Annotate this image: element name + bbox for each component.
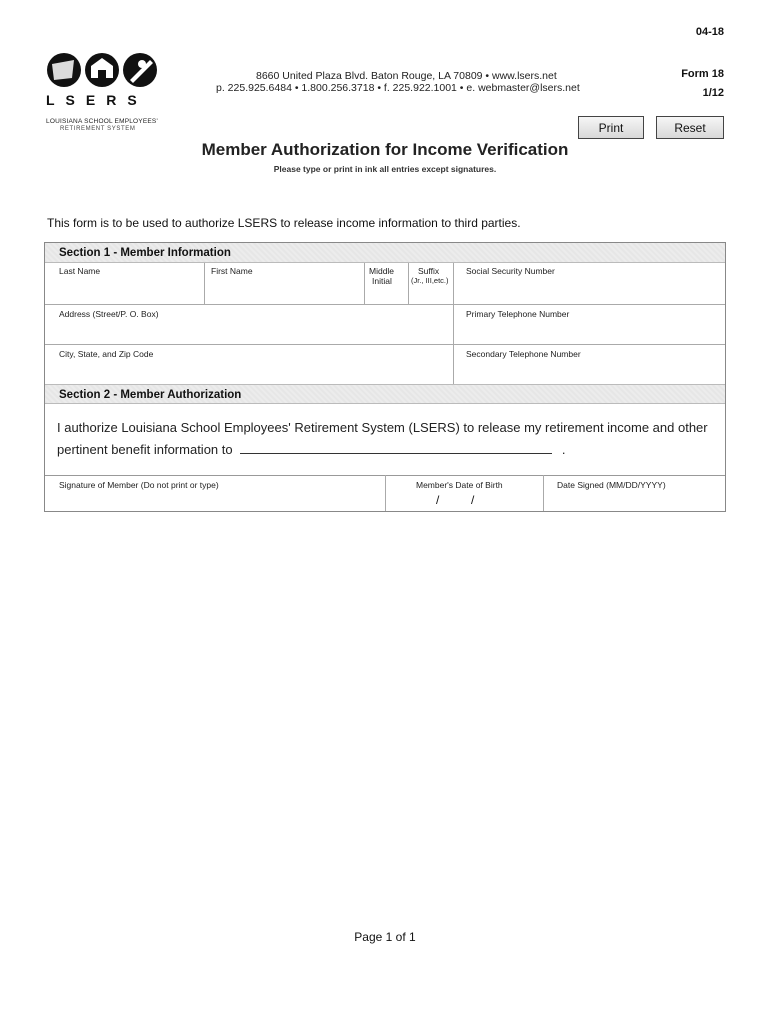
authorization-text: I authorize Louisiana School Employees' Retirement System (LSERS) to release my retirement income and other (57, 420, 708, 435)
secondary-phone-label: Secondary Telephone Number (466, 349, 581, 359)
primary-phone-label: Primary Telephone Number (466, 309, 570, 319)
date-signed-label: Date Signed (MM/DD/YYYY) (557, 480, 666, 490)
page-subtitle: Please type or print in ink all entries except signatures. (273, 164, 497, 174)
form-revision: 1/12 (702, 87, 724, 99)
row-divider (45, 304, 725, 305)
logo-icons (44, 50, 160, 92)
suffix-label-2: (Jr., III,etc.) (411, 276, 449, 285)
form-box (44, 242, 726, 512)
address-line: 8660 United Plaza Blvd. Baton Rouge, LA 70809 • www.lsers.net (256, 70, 557, 82)
divider (543, 475, 544, 511)
ssn-label: Social Security Number (466, 266, 555, 276)
divider (364, 263, 365, 304)
section1-heading: Section 1 - Member Information (45, 243, 725, 263)
dob-label: Member's Date of Birth (416, 480, 503, 490)
logo-wordmark: LSERS (46, 92, 148, 108)
page-title: Member Authorization for Income Verification (201, 140, 569, 159)
divider (408, 263, 409, 304)
form-number: Form 18 (681, 68, 724, 80)
first-name-label: First Name (211, 266, 253, 276)
reset-button[interactable]: Reset (656, 116, 724, 139)
divider (385, 475, 386, 511)
divider (204, 263, 205, 304)
page-number: Page 1 of 1 (354, 930, 416, 944)
section2-heading: Section 2 - Member Authorization (45, 384, 725, 404)
middle-initial-label-2: Initial (372, 276, 392, 286)
middle-initial-label: Middle (369, 266, 395, 276)
suffix-label: Suffix (418, 266, 440, 276)
dob-slash: / (471, 493, 475, 507)
authorization-recipient-label: pertinent benefit information to (57, 442, 233, 457)
address-label: Address (Street/P. O. Box) (59, 309, 159, 319)
form-date-code: 04-18 (695, 26, 724, 38)
print-button[interactable]: Print (578, 116, 644, 139)
lsers-logo (44, 50, 160, 97)
contact-line: p. 225.925.6484 • 1.800.256.3718 • f. 225.922.1001 • e. webmaster@lsers.net (216, 82, 580, 94)
authorization-text-2 (57, 442, 565, 457)
last-name-label: Last Name (59, 266, 101, 276)
row-divider (45, 344, 725, 345)
intro-text: This form is to be used to authorize LSERS to release income information to third parties. (47, 216, 521, 230)
divider (453, 263, 454, 384)
dob-slash: / (436, 493, 440, 507)
authorization-end: . (561, 442, 566, 457)
logo-subtitle: LOUISIANA SCHOOL EMPLOYEES' (46, 118, 158, 125)
signature-label: Signature of Member (Do not print or type) (59, 480, 219, 490)
city-state-zip-label: City, State, and Zip Code (59, 349, 154, 359)
recipient-field[interactable] (240, 442, 552, 454)
logo-subtitle-2: RETIREMENT SYSTEM (60, 126, 136, 132)
